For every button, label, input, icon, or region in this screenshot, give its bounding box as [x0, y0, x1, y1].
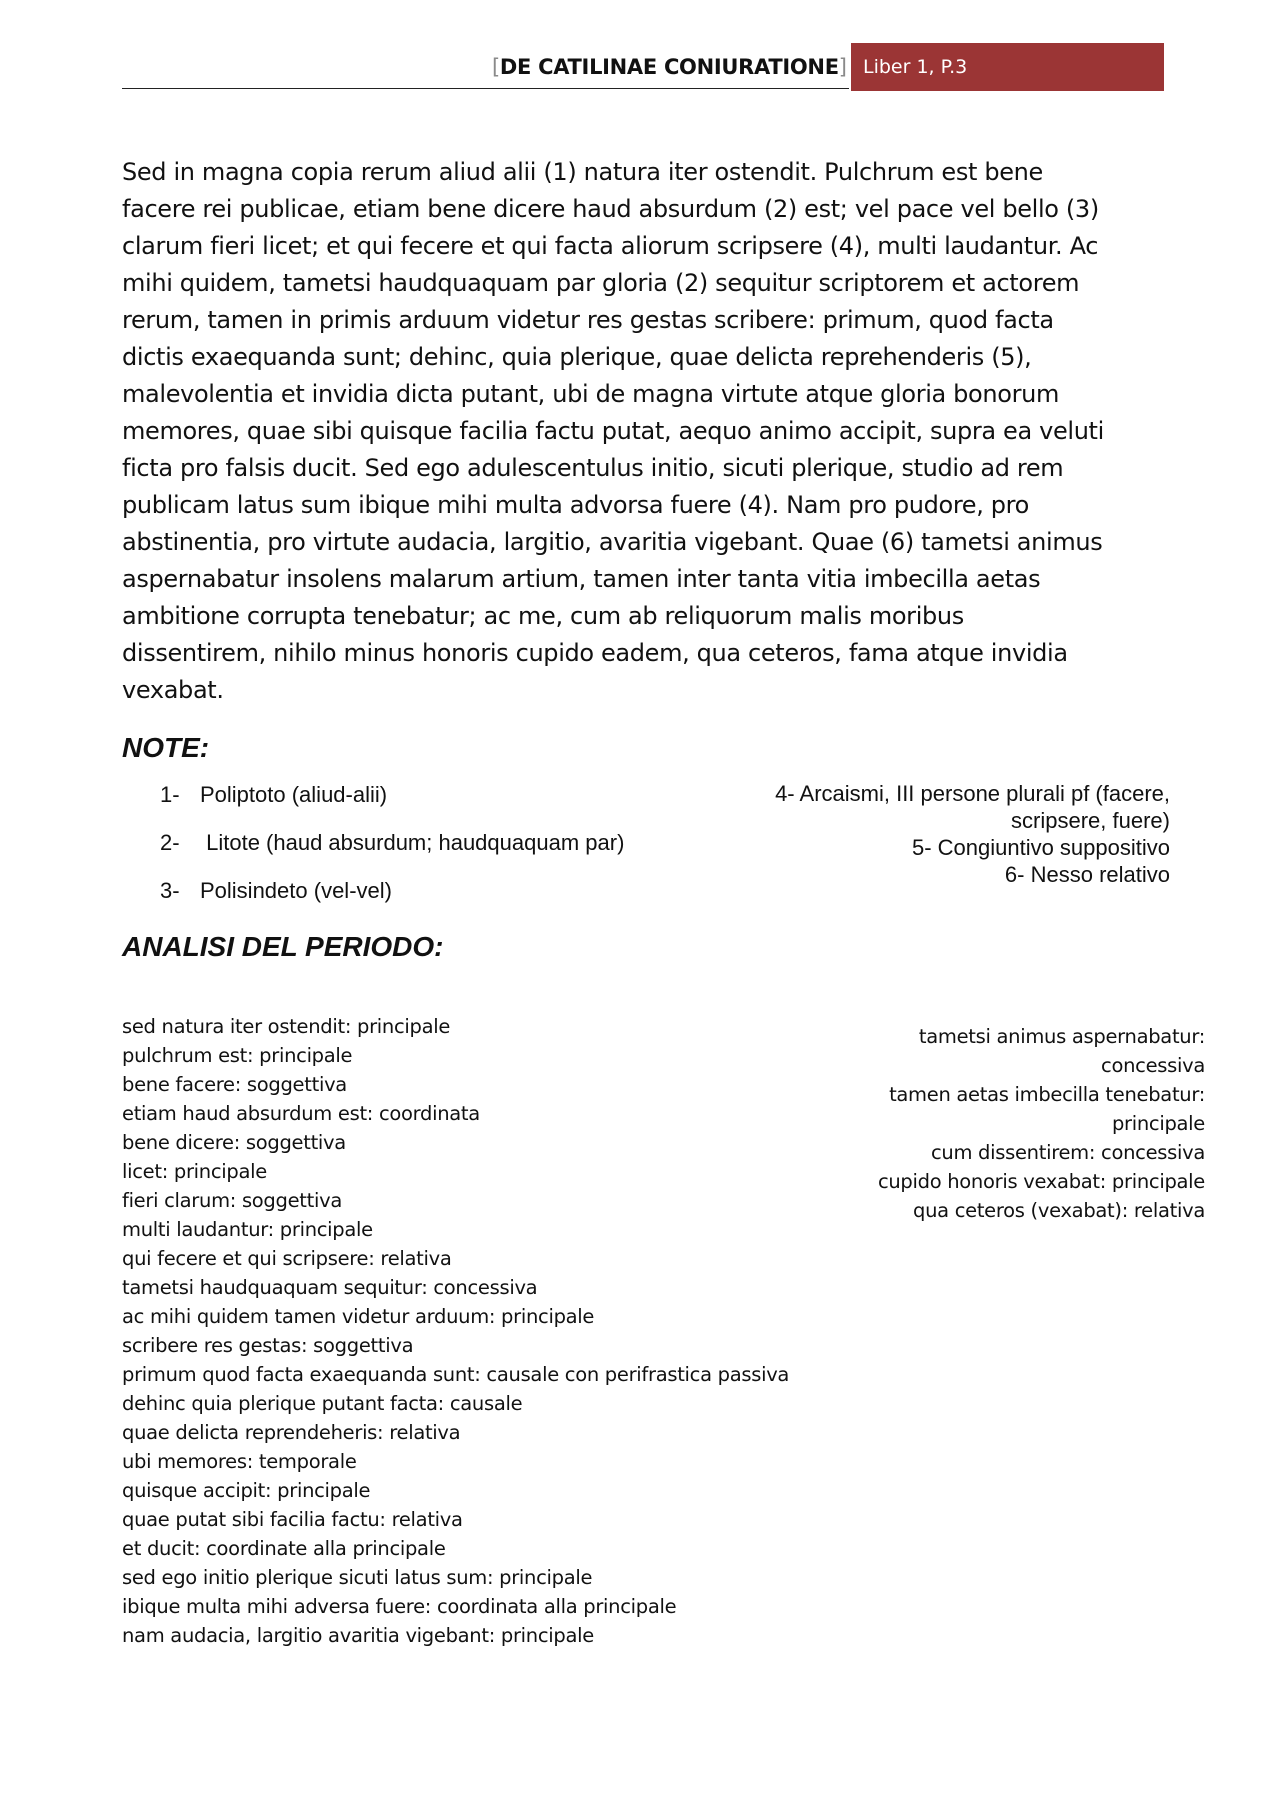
analysis-row: pulchrum est: principale	[122, 1044, 353, 1067]
analysis-row: ac mihi quidem tamen videtur arduum: principale	[122, 1305, 595, 1328]
chapter-badge: Liber 1, P.3	[851, 43, 1164, 91]
note-item	[160, 782, 387, 808]
passage-line: vexabat.	[122, 676, 224, 704]
analysis-row: principale	[1111, 1112, 1205, 1135]
running-header-title	[492, 52, 847, 82]
analysis-row: dehinc quia plerique putant facta: causale	[122, 1392, 523, 1415]
header-bracket-open: [	[492, 55, 500, 79]
analysis-row: qua ceteros (vexabat): relativa	[913, 1199, 1205, 1222]
passage-line: malevolentia et invidia dicta putant, ubi de magna virtute atque gloria bonorum	[122, 380, 1059, 408]
note-line: scripsere, fuere)	[1011, 808, 1170, 833]
passage-line: clarum fieri licet; et qui fecere et qui facta aliorum scripsere (4), multi laudantur. Ac	[122, 232, 1099, 260]
note-line: 5- Congiuntivo suppositivo	[911, 835, 1170, 860]
analysis-heading: ANALISI DEL PERIODO:	[122, 931, 444, 962]
analysis-row: licet: principale	[122, 1160, 267, 1183]
analysis-row: ubi memores: temporale	[122, 1450, 357, 1473]
latin-passage	[122, 154, 1172, 709]
passage-line: aspernabatur insolens malarum artium, tamen inter tanta vitia imbecilla aetas	[122, 565, 1041, 593]
analysis-row: tametsi haudquaquam sequitur: concessiva	[122, 1276, 538, 1299]
note-item	[160, 830, 624, 856]
analysis-row: scribere res gestas: soggettiva	[122, 1334, 414, 1357]
note-number: 1-	[160, 782, 180, 807]
analysis-row: fieri clarum: soggettiva	[122, 1189, 342, 1212]
passage-line: Sed in magna copia rerum aliud alii (1) natura iter ostendit. Pulchrum est bene	[122, 158, 1043, 186]
passage-line: facere rei publicae, etiam bene dicere haud absurdum (2) est; vel pace vel bello (3)	[122, 195, 1099, 223]
analysis-row: ibique multa mihi adversa fuere: coordinata alla principale	[122, 1595, 677, 1618]
passage-line: ficta pro falsis ducit. Sed ego adulescentulus initio, sicuti plerique, studio ad rem	[122, 454, 1064, 482]
analysis-row: nam audacia, largitio avaritia vigebant: principale	[122, 1624, 594, 1647]
analysis-row: bene facere: soggettiva	[122, 1073, 347, 1096]
analysis-row: concessiva	[1101, 1054, 1205, 1077]
passage-line: ambitione corrupta tenebatur; ac me, cum ab reliquorum malis moribus	[122, 602, 964, 630]
analysis-row: sed natura iter ostendit: principale	[122, 1015, 451, 1038]
analysis-row: quae delicta reprendeheris: relativa	[122, 1421, 461, 1444]
note-text: Litote (haud absurdum; haudquaquam par)	[200, 830, 625, 855]
passage-line: memores, quae sibi quisque facilia factu putat, aequo animo accipit, supra ea veluti	[122, 417, 1104, 445]
header-title-text: DE CATILINAE CONIURATIONE	[499, 55, 839, 79]
analysis-row: qui fecere et qui scripsere: relativa	[122, 1247, 452, 1270]
notes-list-right	[700, 780, 1170, 888]
note-line: 4- Arcaismi, III persone plurali pf (facere,	[775, 781, 1170, 806]
analysis-row: cupido honoris vexabat: principale	[877, 1170, 1205, 1193]
notes-heading: NOTE:	[122, 732, 210, 763]
analysis-row: bene dicere: soggettiva	[122, 1131, 346, 1154]
analysis-row: quisque accipit: principale	[122, 1479, 371, 1502]
note-item	[160, 878, 392, 904]
passage-line: mihi quidem, tametsi haudquaquam par gloria (2) sequitur scriptorem et actorem	[122, 269, 1080, 297]
analysis-row: primum quod facta exaequanda sunt: causale con perifrastica passiva	[122, 1363, 790, 1386]
header-divider	[122, 88, 849, 89]
note-text: Poliptoto (aliud-alii)	[200, 782, 388, 807]
passage-line: publicam latus sum ibique mihi multa advorsa fuere (4). Nam pro pudore, pro	[122, 491, 1029, 519]
analysis-row: cum dissentirem: concessiva	[930, 1141, 1205, 1164]
analysis-list-left	[122, 1012, 842, 1650]
analysis-row: etiam haud absurdum est: coordinata	[122, 1102, 480, 1125]
note-number: 2-	[160, 830, 180, 855]
analysis-row: tametsi animus aspernabatur:	[918, 1025, 1205, 1048]
analysis-row: et ducit: coordinate alla principale	[122, 1537, 446, 1560]
analysis-row: quae putat sibi facilia factu: relativa	[122, 1508, 463, 1531]
analysis-row: sed ego initio plerique sicuti latus sum: principale	[122, 1566, 593, 1589]
note-text: Polisindeto (vel-vel)	[200, 878, 392, 903]
analysis-list-right	[850, 1022, 1205, 1225]
note-number: 3-	[160, 878, 180, 903]
passage-line: dictis exaequanda sunt; dehinc, quia plerique, quae delicta reprehenderis (5),	[122, 343, 1032, 371]
analysis-row: tamen aetas imbecilla tenebatur:	[889, 1083, 1205, 1106]
analysis-row: multi laudantur: principale	[122, 1218, 373, 1241]
header-bracket-close: ]	[838, 55, 847, 79]
passage-line: abstinentia, pro virtute audacia, largitio, avaritia vigebant. Quae (6) tametsi animus	[122, 528, 1103, 556]
passage-line: rerum, tamen in primis arduum videtur res gestas scribere: primum, quod facta	[122, 306, 1054, 334]
passage-line: dissentirem, nihilo minus honoris cupido eadem, qua ceteros, fama atque invidia	[122, 639, 1068, 667]
note-line: 6- Nesso relativo	[1004, 862, 1170, 887]
